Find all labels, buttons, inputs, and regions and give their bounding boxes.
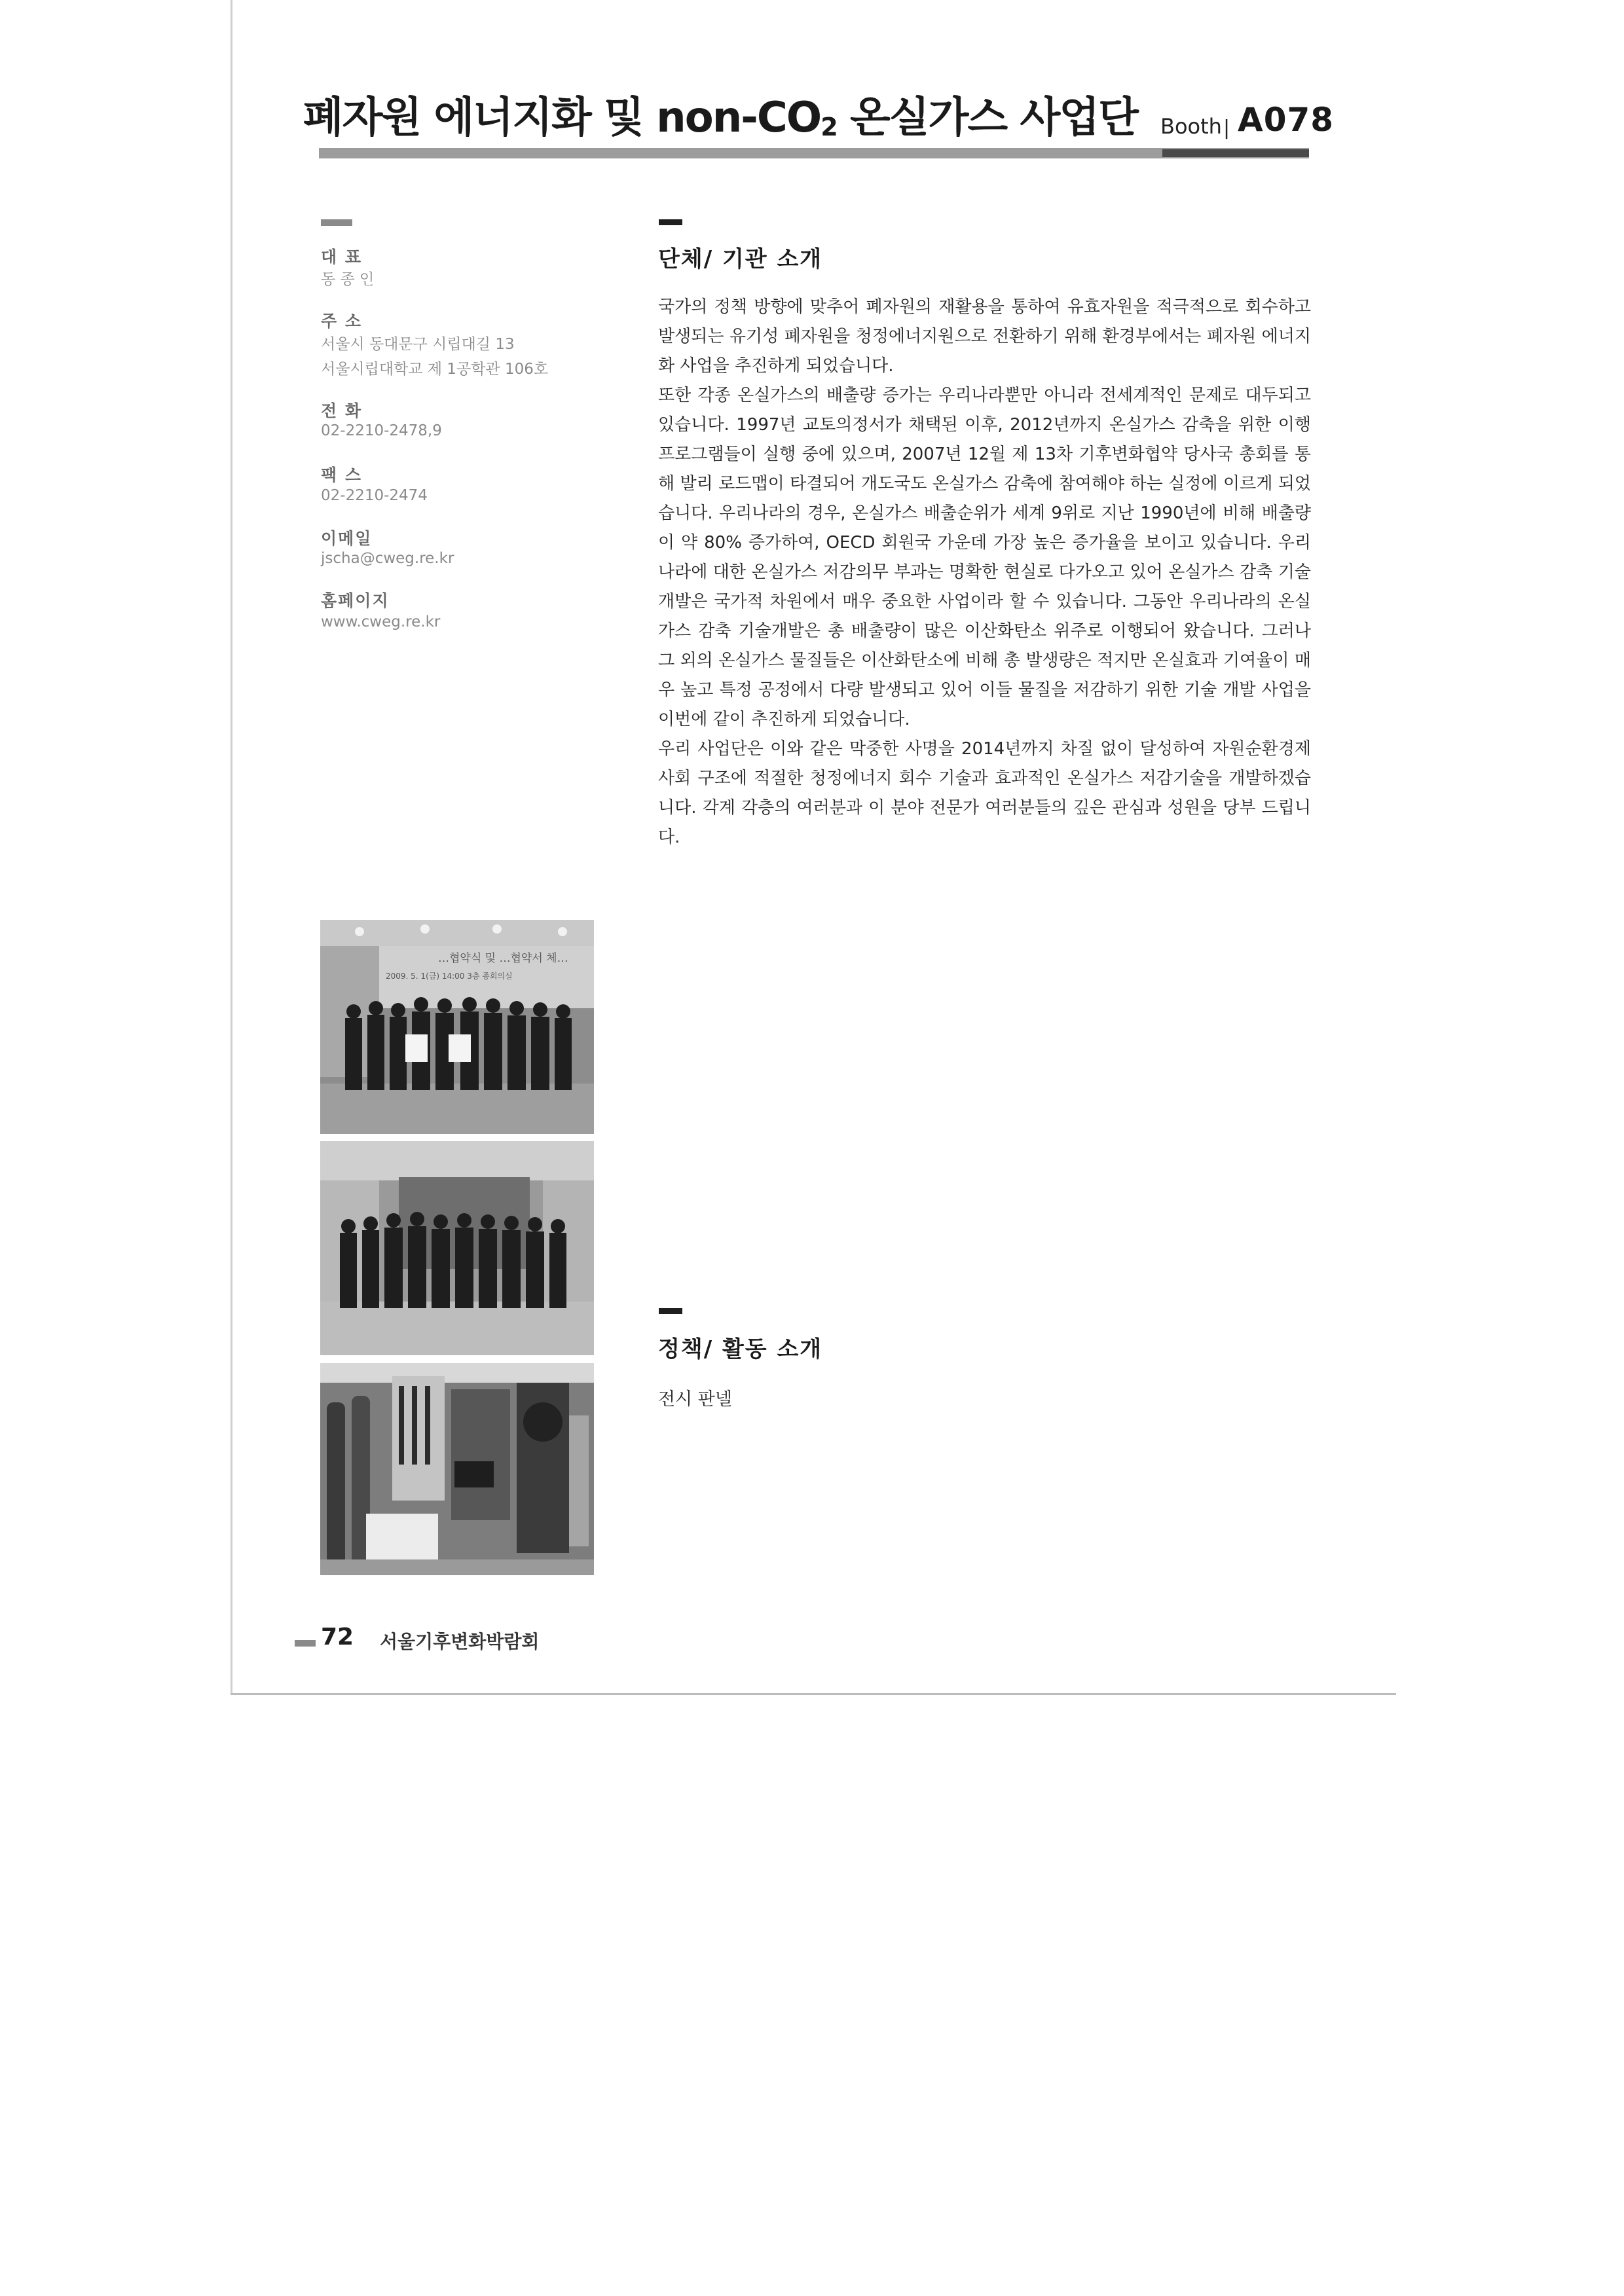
page-number: 72 bbox=[321, 1624, 354, 1650]
activity-section-marker bbox=[659, 1308, 682, 1314]
activity-heading: 정책/ 활동 소개 bbox=[658, 1336, 823, 1362]
intro-section-marker bbox=[659, 219, 682, 225]
intro-heading: 단체/ 기관 소개 bbox=[658, 246, 823, 272]
address-line-1: 서울시 동대문구 시립대길 13 bbox=[321, 336, 515, 353]
phone-label: 전 화 bbox=[321, 401, 363, 420]
title-rule-accent bbox=[1162, 149, 1309, 157]
photo-equipment bbox=[320, 1363, 594, 1575]
photo-group bbox=[320, 1141, 594, 1355]
intro-paragraph-1: 국가의 정책 방향에 맞추어 폐자원의 재활용을 통하여 유효자원을 적극적으로 회수하고 발생되는 유기성 폐자원을 청정에너지원으로 전환하기 위해 환경부에서는 폐자원 에너지화 사업을 추진하게 되었습니다. bbox=[658, 297, 1311, 376]
sidebar-marker bbox=[321, 219, 352, 226]
page-edge-bottom bbox=[231, 1693, 1396, 1695]
address-label: 주 소 bbox=[321, 312, 363, 331]
booth-label: Booth bbox=[1160, 114, 1222, 139]
homepage-value: www.cweg.re.kr bbox=[321, 613, 441, 630]
fax-value: 02-2210-2474 bbox=[321, 487, 428, 504]
booth-code: A078 bbox=[1238, 101, 1335, 139]
email-value: jscha@cweg.re.kr bbox=[321, 550, 454, 567]
publication-title: 서울기후변화박람회 bbox=[380, 1631, 540, 1652]
address-line-2: 서울시립대학교 제 1공학관 106호 bbox=[321, 361, 549, 378]
email-label: 이메일 bbox=[321, 529, 373, 548]
footer-marker bbox=[295, 1640, 316, 1647]
banner-text-line-1: …협약식 및 …협약서 체… bbox=[438, 952, 568, 965]
booth-separator: | bbox=[1223, 117, 1230, 139]
exhibit-panel-text: 전시 판넬 bbox=[658, 1389, 732, 1410]
intro-paragraph-2: 또한 각종 온실가스의 배출량 증가는 우리나라뿐만 아니라 전세계적인 문제로 대두되고 있습니다. 1997년 교토의정서가 채택된 이후, 2012년까지 온실가스 감축을 위한 이행 프로그램들이 실행 중에 있으며, 2007년 12월 제 13차 기후변화협약 당사국 총회를 통해 발리 로드맵이 타결되어 개도국도 온실가스 감축에 참여해야 하는 실정에 이르게 되었습니다. 우리나라의 경우, 온실가스 배출순위가 세계 9위로 지난 1990년에 비해 배출량이 약 80% 증가하여, OECD 회원국 가운데 가장 높은 증가율을 보이고 있습니다. 우리나라에 대한 온실가스 저감의무 부과는 명확한 현실로 다가오고 있어 온실가스 감축 기술개발은 국가적 차원에서 매우 중요한 사업이라 할 수 있습니다. 그동안 우리나라의 온실가스 감축 기술개발은 총 배출량이 많은 이산화탄소 위주로 이행되어 왔습니다. 그러나 그 외의 온실가스 물질들은 이산화탄소에 비해 총 발생량은 적지만 온실효과 기여율이 매우 높고 특정 공정에서 다량 발생되고 있어 이들 물질을 저감하기 위한 기술 개발 사업을 이번에 같이 추진하게 되었습니다. bbox=[658, 386, 1311, 729]
title-rule bbox=[319, 148, 1309, 158]
fax-label: 팩 스 bbox=[321, 465, 363, 484]
photo-signing-ceremony bbox=[320, 920, 594, 1134]
intro-body bbox=[658, 293, 1311, 852]
representative-value: 동 종 인 bbox=[321, 271, 375, 288]
intro-paragraph-3: 우리 사업단은 이와 같은 막중한 사명을 2014년까지 차질 없이 달성하여 자원순환경제사회 구조에 적절한 청정에너지 회수 기술과 효과적인 온실가스 저감기술을 개발하겠습니다. 각계 각층의 여러분과 이 분야 전문가 여러분들의 깊은 관심과 성원을 당부 드립니다. bbox=[658, 739, 1311, 847]
representative-label: 대 표 bbox=[321, 247, 363, 266]
banner-text-line-2: 2009. 5. 1(금) 14:00 3층 종회의실 bbox=[386, 972, 513, 981]
page-title: 폐자원 에너지화 및 non-CO2 온실가스 사업단 bbox=[303, 94, 1137, 142]
page-edge-left bbox=[231, 0, 232, 1694]
phone-value: 02-2210-2478,9 bbox=[321, 422, 442, 439]
homepage-label: 홈페이지 bbox=[321, 591, 390, 610]
